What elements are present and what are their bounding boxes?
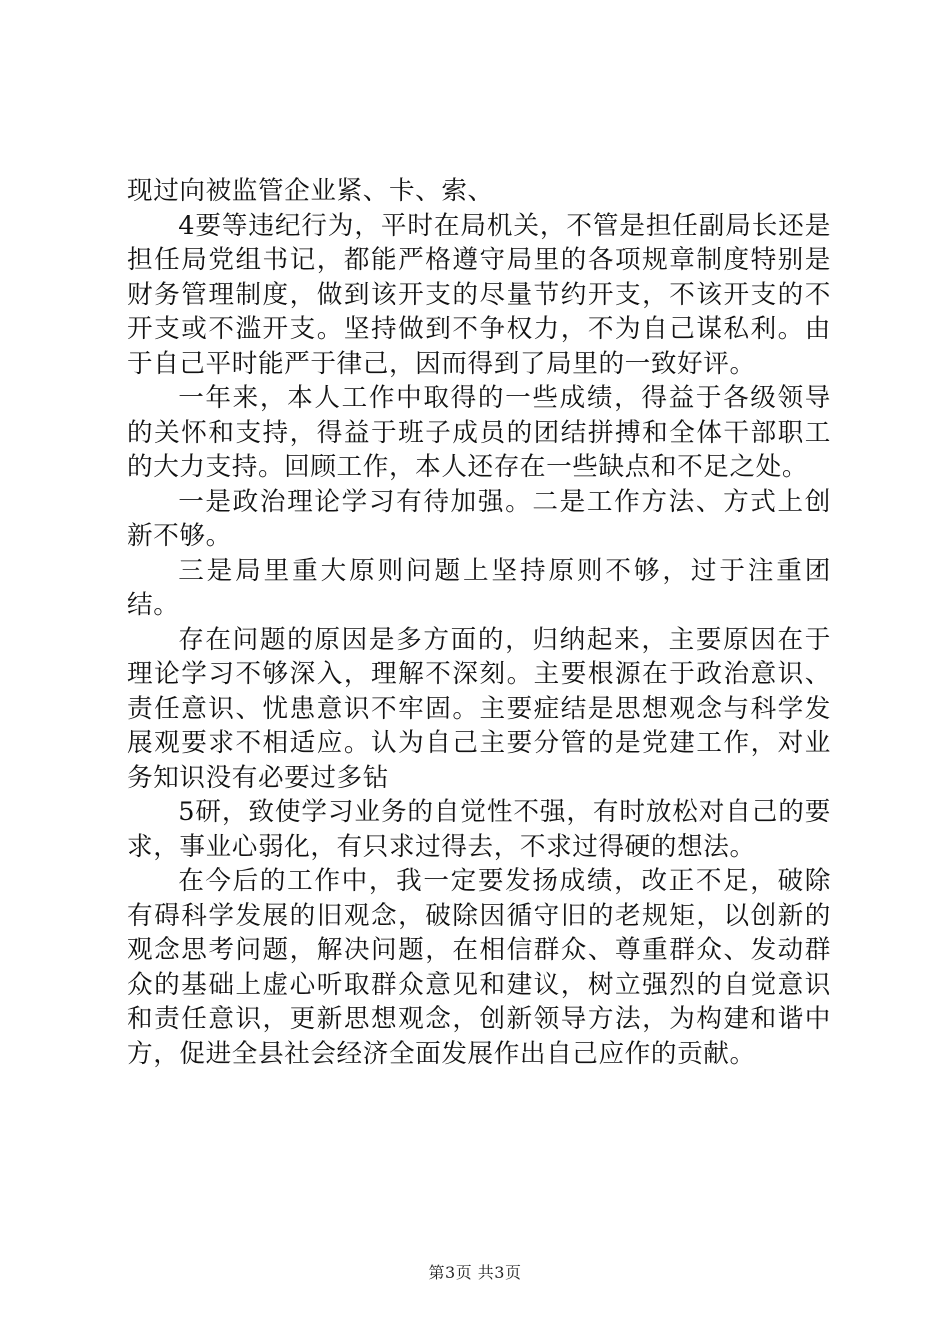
document-body bbox=[127, 174, 831, 1071]
paragraph-5: 三是局里重大原则问题上坚持原则不够，过于注重团结。 bbox=[127, 555, 831, 620]
paragraph-3: 一年来，本人工作中取得的一些成绩，得益于各级领导的关怀和支持，得益于班子成员的团结拼搏和全体干部职工的大力支持。回顾工作，本人还存在一些缺点和不足之处。 bbox=[127, 383, 831, 482]
paragraph-8: 在今后的工作中，我一定要发扬成绩，改正不足，破除有碍科学发展的旧观念，破除因循守旧的老规矩，以创新的观念思考问题，解决问题，在相信群众、尊重群众、发动群众的基础上虚心听取群众意见和建议，树立强烈的自觉意识和责任意识，更新思想观念，创新领导方法，为构建和谐中方，促进全县社会经济全面发展作出自己应作的贡献。 bbox=[127, 866, 831, 1069]
paragraph-2: 4要等违纪行为，平时在局机关，不管是担任副局长还是担任局党组书记，都能严格遵守局里的各项规章制度特别是财务管理制度，做到该开支的尽量节约开支，不该开支的不开支或不滥开支。坚持做到不争权力，不为自己谋私利。由于自己平时能严于律己，因而得到了局里的一致好评。 bbox=[127, 210, 831, 379]
paragraph-1: 现过向被监管企业紧、卡、索、 bbox=[127, 176, 494, 206]
paragraph-4: 一是政治理论学习有待加强。二是工作方法、方式上创新不够。 bbox=[127, 486, 831, 551]
paragraph-7: 5研，致使学习业务的自觉性不强，有时放松对自己的要求，事业心弱化，有只求过得去，不求过得硬的想法。 bbox=[127, 797, 831, 862]
paragraph-6: 存在问题的原因是多方面的，归纳起来，主要原因在于理论学习不够深入，理解不深刻。主要根源在于政治意识、责任意识、忧患意识不牢固。主要症结是思想观念与科学发展观要求不相适应。认为自己主要分管的是党建工作，对业务知识没有必要过多钻 bbox=[127, 624, 831, 793]
page-number-footer: 第3页 共3页 bbox=[428, 1263, 522, 1282]
